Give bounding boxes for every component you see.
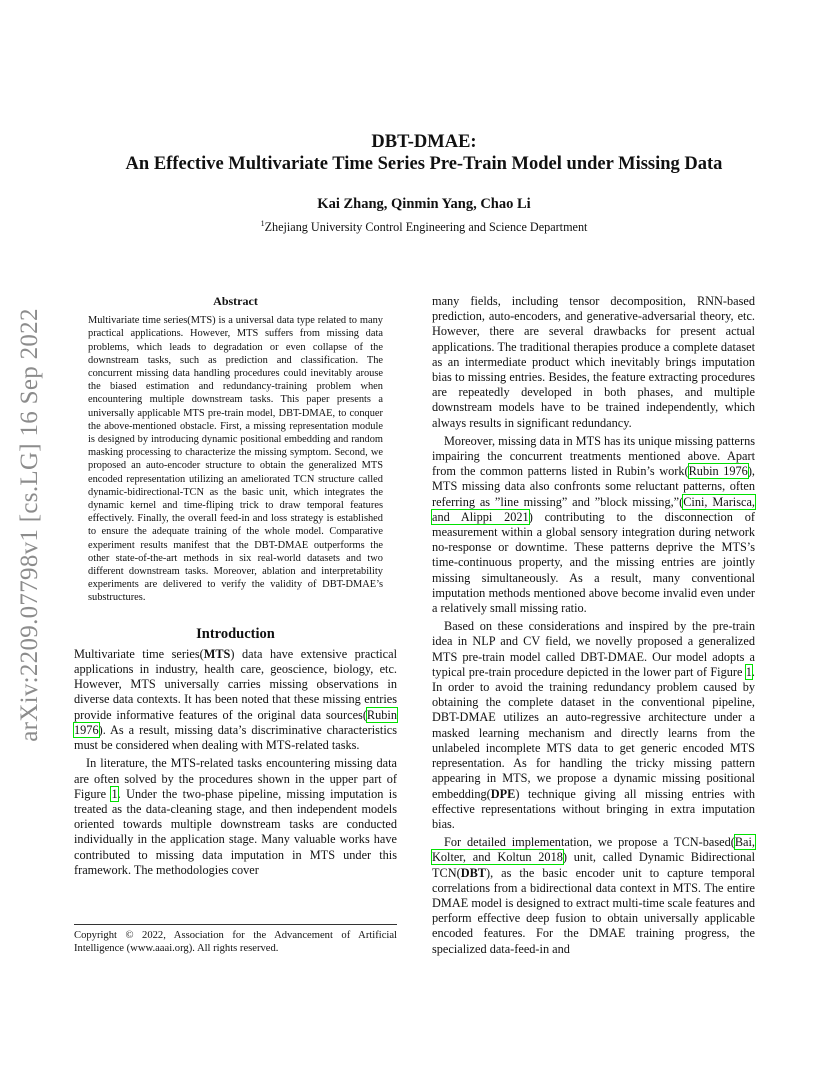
intro-paragraph-5: For detailed implementation, we propose a TCN-based(Bai, Kolter, and Koltun 2018) unit, called Dynamic Bidirectional TCN(DBT), as the basic encoder unit to capture temporal correlations from a bidirectional data context in MTS. The entire DMAE model is designed to extract multi-time scale features and perform effective deep fusion to obtain universally applicable encoded features. For the DMAE training progress, the specialized data-feed-in and xyxy=(432,835,755,956)
dbt-bold: DBT xyxy=(460,865,486,880)
abstract-body: Multivariate time series(MTS) is a universal data type related to many practical applications. However, MTS suffers from missing data problems, which leads to degradation or even collapse of the downstream tasks, such as prediction and classification. The concurrent missing data handling procedures could inevitably arouse the biased estimation and redundancy-training problem when encountering multiple downstream tasks. This paper presents a universally applicable MTS pre-train model, DBT-DMAE, to conquer the above-mentioned obstacle. First, a missing representation module is designed by introducing dynamic positional embedding and random masking processing to characterize the missing symptom. Second, we proposed an auto-encoder structure to obtain the generalized MTS encoded representation utilizing an ameliorated TCN structure called dynamic-bidirectional-TCN as the basic unit, which integrates the dynamic kernel and time-fliping trick to draw temporal features effectively. Finally, the overall feed-in and loss strategy is established to ensure the adequate training of the whole model. Comparative experiment results manifest that the DBT-DMAE outperforms the other state-of-the-art methods in six real-world datasets and two different downstream tasks. Moreover, ablation and interpretability experiments are delivered to verify the validity of DBT-DMAE’s substructures. xyxy=(88,315,383,604)
citation-link[interactable]: Rubin 1976 xyxy=(688,464,748,479)
arxiv-identifier xyxy=(10,290,50,760)
title-line-2: An Effective Multivariate Time Series Pre-Train Model under Missing Data xyxy=(125,154,723,174)
copyright-footnote: Copyright © 2022, Association for the Advancement of Artificial Intelligence (www.aaai.org). All rights reserved. xyxy=(74,924,397,956)
citation-link[interactable]: Bai, Kolter, and Koltun 2018 xyxy=(432,835,755,865)
citation-link[interactable]: Rubin 1976 xyxy=(74,707,397,737)
arxiv-id-text: arXiv:2209.07798v1 [cs.LG] 16 Sep 2022 xyxy=(16,308,44,742)
intro-paragraph-1: Multivariate time series(MTS) data have extensive practical applications in industry, health care, geoscience, biology, etc. However, MTS universally carries missing observations in diverse data contexts. It has been noted that these missing entries provide informative features of the original data sources(Rubin 1976). As a result, missing data’s discriminative characteristics must be considered when dealing with MTS-related tasks. xyxy=(74,646,397,753)
intro-paragraph-3: Moreover, missing data in MTS has its unique missing patterns impairing the concurrent treatments mentioned above. Apart from the common patterns listed in Rubin’s work(Rubin 1976), MTS missing data also confronts some reluctant patterns, often referring as ”line missing” and ”block missing,”(Cini, Marisca, and Alippi 2021) contributing to the disconnection of measurement within a global sensory integration during network no-response or downtime. These patterns deprive the MTS’s time-continuous property, and the missing entries are jointly missing simultaneously. As a result, many conventional imputation methods mentioned above become invalid even under a relatively small missing ratio. xyxy=(432,433,756,616)
affiliation-mark: 1 xyxy=(260,218,265,228)
intro-paragraph-2: In literature, the MTS-related tasks encountering missing data are often solved by the procedures shown in the upper part of Figure 1. Under the two-phase pipeline, missing imputation is treated as the data-cleaning stage, and then independent models oriented towards multiple downstream tasks are conducted individually in the application stage. Many valuable works have contributed to missing data imputation in MTS under this framework. The methodologies cover xyxy=(74,756,397,877)
paper-title xyxy=(60,131,788,175)
mts-bold: MTS xyxy=(203,646,231,661)
affiliation xyxy=(60,220,788,235)
right-column xyxy=(432,294,755,957)
figure-link[interactable]: 1 xyxy=(745,664,752,679)
citation-link[interactable]: Cini, Marisca, and Alippi 2021 xyxy=(432,494,755,524)
dpe-bold: DPE xyxy=(490,786,516,801)
affiliation-text: Zhejiang University Control Engineering and Science Department xyxy=(264,220,588,234)
author-list: Kai Zhang, Qinmin Yang, Chao Li xyxy=(317,196,531,212)
intro-paragraph-4: Based on these considerations and inspired by the pre-train idea in NLP and CV field, we novelly proposed a generalized MTS pre-train model called DBT-DMAE. Our model adopts a typical pre-train procedure depicted in the lower part of Figure 1. In order to avoid the training redundancy problem caused by obtaining the complete dataset in the conventional pipeline, DBT-DMAE utilizes an auto-regressive architecture under a masked learning mechanism and directly learns from the unlabeled incomplete MTS data to get generic encoded MTS representation. As for handling the tricky missing pattern appearing in MTS, we propose a dynamic missing positional embedding(DPE) technique giving all missing entries with effective representations without bringing in extra imputation bias. xyxy=(432,619,755,831)
title-line-1: DBT-DMAE: xyxy=(371,132,477,152)
introduction-heading: Introduction xyxy=(196,625,275,642)
figure-link[interactable]: 1 xyxy=(111,786,118,801)
intro-paragraph-2-continued: many fields, including tensor decomposition, RNN-based prediction, auto-encoders, and generative-adversarial theory, etc. However, there are several drawbacks for present actual applications. The traditional therapies produce a complete dataset as an intermediate product which inevitably brings imputation bias to missing entries. Besides, the feature extracting procedures are repeatedly developed in both phases, and multiple downstream models have to be trained independently, which always results in significant redundancy. xyxy=(432,294,755,430)
left-column xyxy=(74,294,397,878)
abstract-heading: Abstract xyxy=(213,294,258,308)
